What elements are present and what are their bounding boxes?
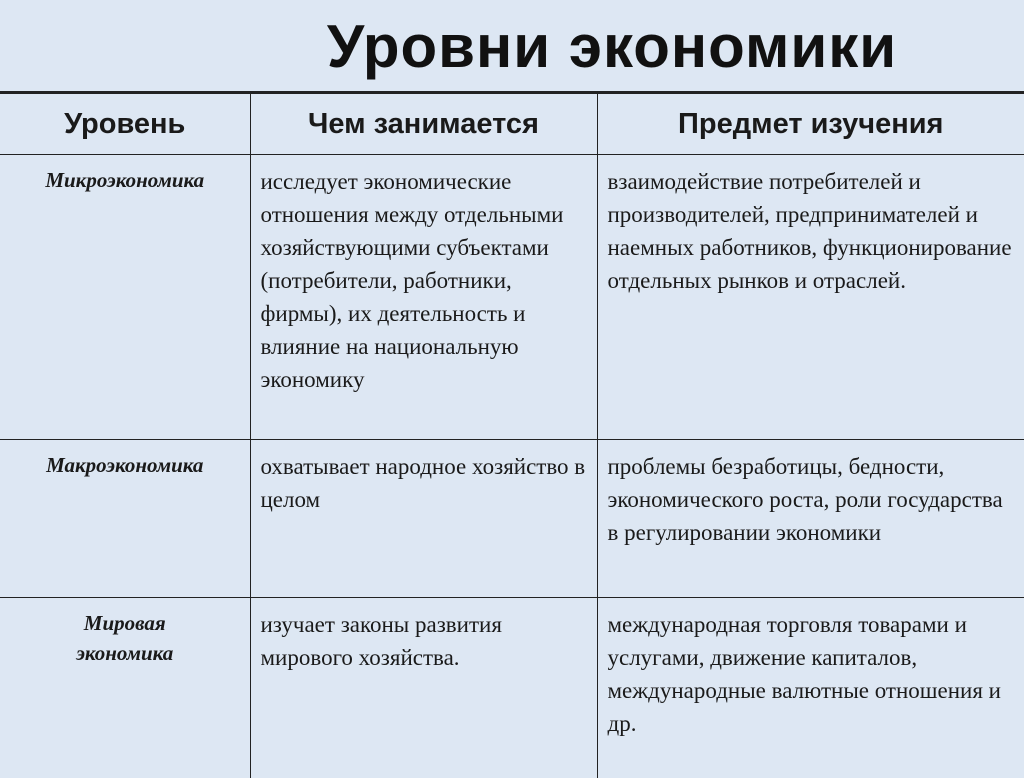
header-subject: Предмет изучения [597,93,1024,155]
level-cell: Микроэкономика [0,155,250,440]
economy-levels-table [0,91,1024,778]
table-row [0,440,1024,598]
table-row [0,598,1024,778]
level-cell: Макроэкономика [0,440,250,598]
header-activity: Чем занимается [250,93,597,155]
level-cell: Мировая экономика [0,598,250,778]
header-level: Уровень [0,93,250,155]
subject-cell: взаимодействие потребителей и производителей, предпринимателей и наемных работников, функционирование отдельных рынков и отраслей. [597,155,1024,440]
subject-cell: проблемы безработицы, бедности, экономического роста, роли государства в регулировании экономики [597,440,1024,598]
page-title: Уровни экономики [0,12,1024,81]
activity-cell: охватывает народное хозяйство в целом [250,440,597,598]
table-row [0,155,1024,440]
table-header-row [0,93,1024,155]
subject-cell: международная торговля товарами и услугами, движение капиталов, международные валютные отношения и др. [597,598,1024,778]
activity-cell: изучает законы развития мирового хозяйства. [250,598,597,778]
activity-cell: исследует экономические отношения между отдельными хозяйствующими субъектами (потребители, работники, фирмы), их деятельность и влияние на национальную экономику [250,155,597,440]
